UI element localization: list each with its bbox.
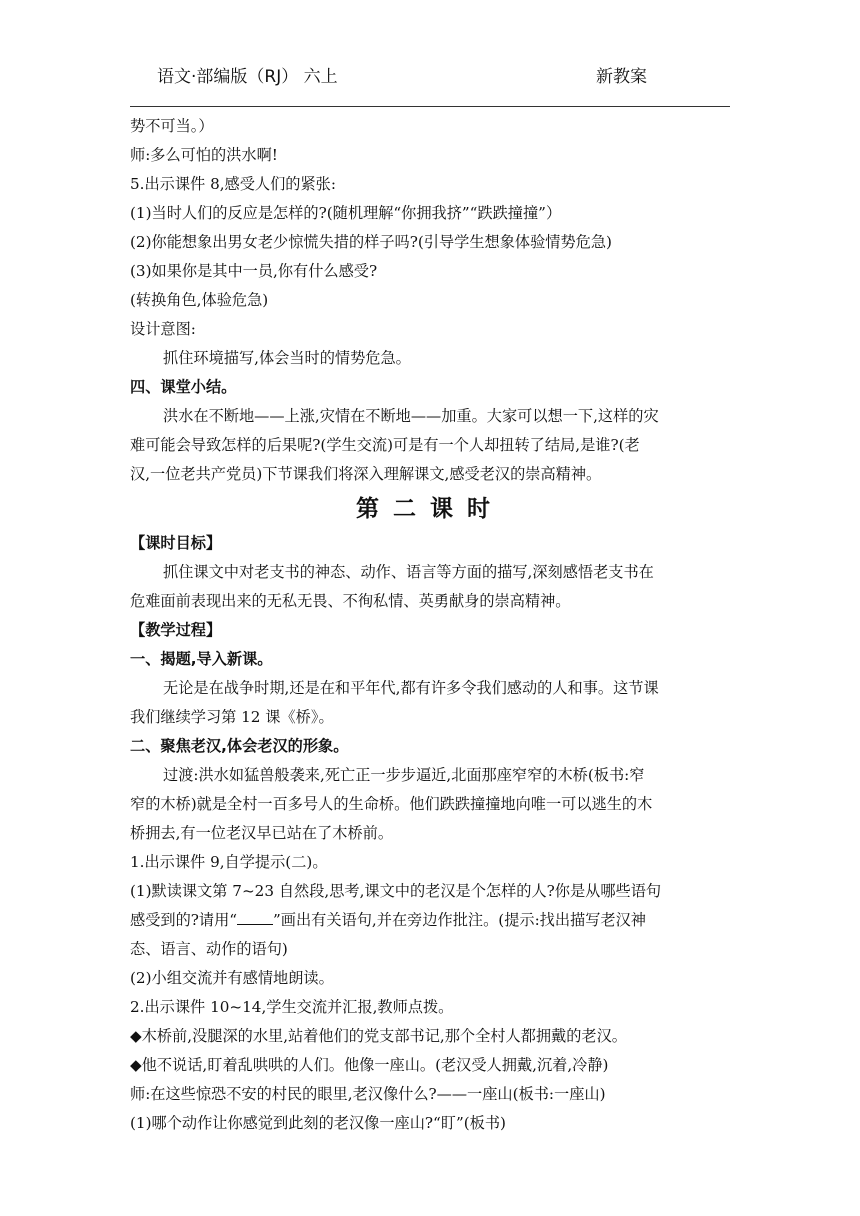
text-line: 无论是在战争时期,还是在和平年代,都有许多令我们感动的人和事。这节课 <box>163 679 659 697</box>
text-fragment: 感受到的?请用“ <box>130 911 238 929</box>
text-line: ◆他不说话,盯着乱哄哄的人们。他像一座山。(老汉受人拥戴,沉着,冷静) <box>130 1056 609 1074</box>
section-heading: 【课时目标】 <box>130 534 222 552</box>
text-line: (1)默读课文第 7~23 自然段,思考,课文中的老汉是个怎样的人?你是从哪些语句 <box>130 882 662 900</box>
text-line: 桥拥去,有一位老汉早已站在了木桥前。 <box>130 824 394 842</box>
text-line: (1)哪个动作让你感觉到此刻的老汉像一座山?“盯”(板书) <box>130 1114 506 1132</box>
section-heading: 二、聚焦老汉,体会老汉的形象。 <box>130 737 349 755</box>
text-fragment: ”画出有关语句,并在旁边作批注。(提示:找出描写老汉神 <box>273 911 646 929</box>
text-line <box>130 906 730 935</box>
underline-mark <box>237 910 273 925</box>
text-line: 2.出示课件 10~14,学生交流并汇报,教师点拨。 <box>130 998 454 1016</box>
header-doc-type: 新教案 <box>596 67 647 87</box>
text-line: 洪水在不断地——上涨,灾情在不断地——加重。大家可以想一下,这样的灾 <box>163 407 659 425</box>
text-line: 势不可当。） <box>130 117 214 135</box>
text-line: 窄的木桥)就是全村一百多号人的生命桥。他们跌跌撞撞地向唯一可以逃生的木 <box>130 795 653 813</box>
text-line: 危难面前表现出来的无私无畏、不徇私情、英勇献身的崇高精神。 <box>130 592 571 610</box>
text-line: 1.出示课件 9,自学提示(二)。 <box>130 853 328 871</box>
section-heading: 一、揭题,导入新课。 <box>130 650 273 668</box>
page-header <box>130 62 730 94</box>
header-book-title: 语文·部编版（RJ） 六上 <box>157 67 338 87</box>
lesson-title: 第二课时 <box>356 496 504 522</box>
text-line: (2)小组交流并有感情地朗读。 <box>130 969 334 987</box>
text-line: 师:多么可怕的洪水啊! <box>130 146 278 164</box>
text-line: (转换角色,体验危急) <box>130 291 269 309</box>
text-line: 态、语言、动作的语句) <box>130 940 288 958</box>
text-line: 难可能会导致怎样的后果呢?(学生交流)可是有一个人却扭转了结局,是谁?(老 <box>130 436 640 454</box>
text-line: ◆木桥前,没腿深的水里,站着他们的党支部书记,那个全村人都拥戴的老汉。 <box>130 1027 627 1045</box>
text-line: (2)你能想象出男女老少惊慌失措的样子吗?(引导学生想象体验情势危急) <box>130 233 612 251</box>
text-line: (1)当时人们的反应是怎样的?(随机理解“你拥我挤”“跌跌撞撞”） <box>130 204 562 222</box>
text-line: 师:在这些惊恐不安的村民的眼里,老汉像什么?——一座山(板书:一座山) <box>130 1085 606 1103</box>
text-line: 抓住环境描写,体会当时的情势危急。 <box>163 349 411 367</box>
text-line: 设计意图: <box>130 320 196 338</box>
text-line: (3)如果你是其中一员,你有什么感受? <box>130 262 378 280</box>
document-body <box>130 112 730 1138</box>
section-heading: 【教学过程】 <box>130 621 222 639</box>
text-line: 汉,一位老共产党员)下节课我们将深入理解课文,感受老汉的崇高精神。 <box>130 465 602 483</box>
section-heading: 四、课堂小结。 <box>130 378 237 396</box>
text-line: 我们继续学习第 12 课《桥》。 <box>130 708 334 726</box>
text-line: 5.出示课件 8,感受人们的紧张: <box>130 175 336 193</box>
text-line: 抓住课文中对老支书的神态、动作、语言等方面的描写,深刻感悟老支书在 <box>163 563 654 581</box>
text-line: 过渡:洪水如猛兽般袭来,死亡正一步步逼近,北面那座窄窄的木桥(板书:窄 <box>163 766 645 784</box>
header-divider <box>130 106 730 107</box>
